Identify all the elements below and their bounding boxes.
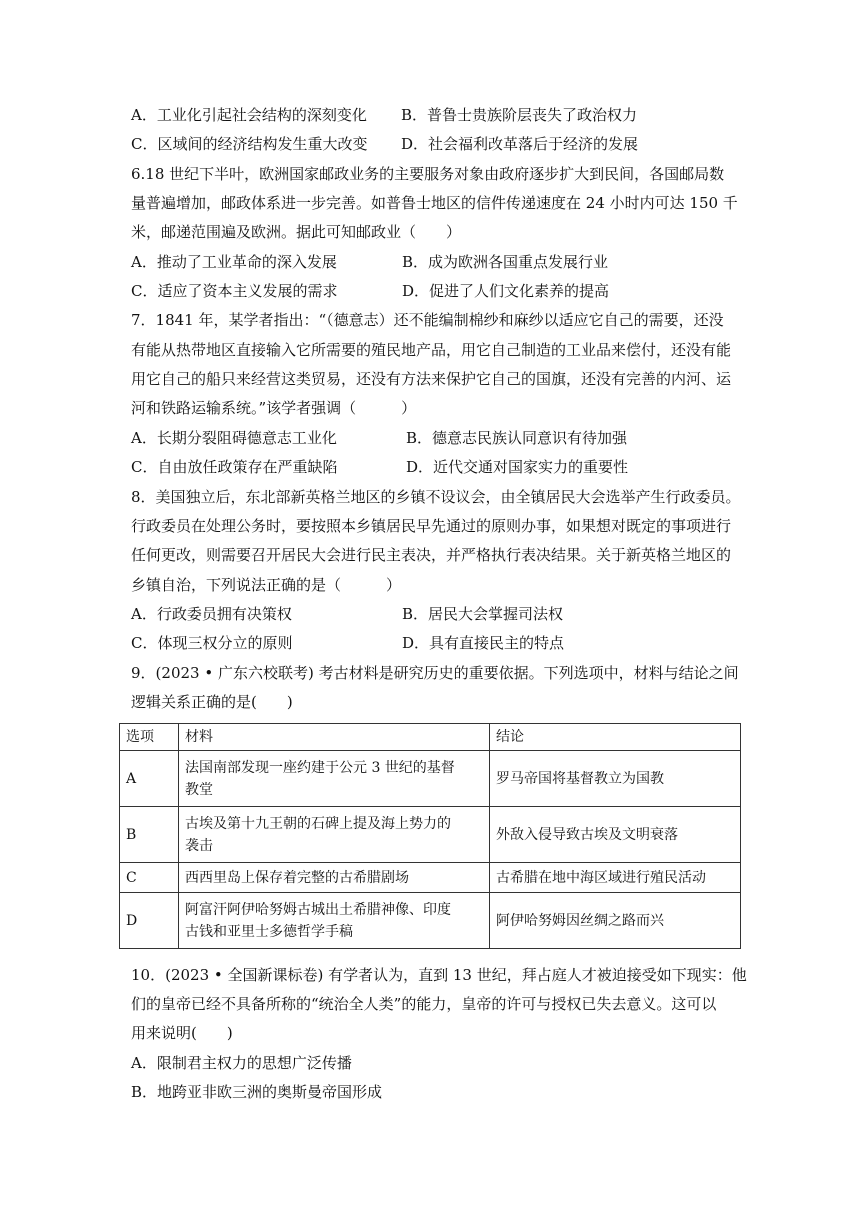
q8-stem-line: 行政委员在处理公务时，要按照本乡镇居民早先通过的原则办事，如果想对既定的事项进行	[131, 517, 732, 535]
material-line: 古钱和亚里士多德哲学手稿	[185, 923, 353, 940]
q7-stem-line: 用它自己的船只来经营这类贸易，还没有方法来保护它自己的国旗，还没有完善的内河、运	[131, 370, 732, 388]
cell-option: A	[120, 751, 179, 807]
q8-stem-line: 任何更改，则需要召开居民大会进行民主表决，并严格执行表决结果。关于新英格兰地区的	[131, 546, 732, 564]
material-line: 阿富汗阿伊哈努姆古城出土希腊神像、印度	[185, 901, 451, 918]
material-line: 古埃及第十九王朝的石碑上提及海上势力的	[185, 815, 451, 832]
q7-option-d: D．近代交通对国家实力的重要性	[406, 458, 629, 476]
cell-option: C	[120, 863, 179, 893]
q5-option-b: B．普鲁士贵族阶层丧失了政治权力	[401, 106, 638, 124]
cell-option: B	[120, 807, 179, 863]
q8-stem-line: 8．美国独立后，东北部新英格兰地区的乡镇不设议会，由全镇居民大会选举产生行政委员。	[131, 488, 741, 506]
q5-option-c: C．区域间的经济结构发生重大改变	[131, 135, 368, 153]
q6-option-d: D．促进了人们文化素养的提高	[402, 282, 610, 300]
q5-option-a: A．工业化引起社会结构的深刻变化	[131, 106, 367, 124]
q8-option-a: A．行政委员拥有决策权	[131, 605, 292, 623]
cell-material	[179, 893, 490, 949]
header-conclusion: 结论	[490, 724, 741, 751]
table-row	[120, 893, 741, 949]
q10-option-b: B．地跨亚非欧三洲的奥斯曼帝国形成	[131, 1083, 383, 1101]
material-line: 教堂	[185, 781, 213, 798]
material-line: 西西里岛上保存着完整的古希腊剧场	[185, 869, 409, 886]
cell-material	[179, 807, 490, 863]
q6-stem-line: 6.18 世纪下半叶，欧洲国家邮政业务的主要服务对象由政府逐步扩大到民间，各国邮局数	[131, 165, 725, 183]
cell-option: D	[120, 893, 179, 949]
material-line: 法国南部发现一座约建于公元 3 世纪的基督	[185, 759, 455, 776]
q8-option-d: D．具有直接民主的特点	[402, 634, 565, 652]
material-line: 袭击	[185, 837, 213, 854]
q7-stem-line: 有能从热带地区直接输入它所需要的殖民地产品，用它自己制造的工业品来偿付，还没有能	[131, 341, 732, 359]
q9-stem-line: 逻辑关系正确的是( )	[131, 693, 293, 711]
cell-material	[179, 751, 490, 807]
q10-option-a: A．限制君主权力的思想广泛传播	[131, 1054, 352, 1072]
table-row	[120, 863, 741, 893]
q8-stem-line: 乡镇自治，下列说法正确的是（ ）	[131, 576, 402, 594]
cell-material	[179, 863, 490, 893]
cell-conclusion: 罗马帝国将基督教立为国教	[490, 751, 741, 807]
q7-stem-line: 河和铁路运输系统。”该学者强调（ ）	[131, 399, 417, 417]
cell-conclusion: 阿伊哈努姆因丝绸之路而兴	[490, 893, 741, 949]
table-row	[120, 751, 741, 807]
q8-option-c: C．体现三权分立的原则	[131, 634, 293, 652]
q7-option-c: C．自由放任政策存在严重缺陷	[131, 458, 338, 476]
cell-conclusion: 古希腊在地中海区域进行殖民活动	[490, 863, 741, 893]
q9-stem-line: 9．(2023 • 广东六校联考) 考古材料是研究历史的重要依据。下列选项中，材料与结论之间	[131, 664, 739, 682]
q7-stem-line: 7．1841 年，某学者指出：“（德意志）还不能编制棉纱和麻纱以适应它自己的需要，还没	[131, 311, 724, 329]
q7-option-b: B．德意志民族认同意识有待加强	[406, 429, 628, 447]
table-header-row	[120, 724, 741, 751]
q5-option-d: D．社会福利改革落后于经济的发展	[401, 135, 639, 153]
q10-stem-line: 们的皇帝已经不具备所称的“统治全人类”的能力，皇帝的许可与授权已失去意义。这可以	[131, 995, 717, 1013]
table-row	[120, 807, 741, 863]
q7-option-a: A．长期分裂阻碍德意志工业化	[131, 429, 337, 447]
q6-option-c: C．适应了资本主义发展的需求	[131, 282, 338, 300]
header-material: 材料	[179, 724, 490, 751]
q6-option-a: A．推动了工业革命的深入发展	[131, 253, 337, 271]
q6-stem-line: 量普遍增加，邮政体系进一步完善。如普鲁士地区的信件传递速度在 24 小时内可达 150 千	[131, 194, 738, 212]
q10-stem-line: 10．(2023 • 全国新课标卷) 有学者认为，直到 13 世纪，拜占庭人才被迫接受如下现实：他	[131, 966, 747, 984]
q9-table	[119, 723, 741, 949]
header-option: 选项	[120, 724, 179, 751]
q10-stem-line: 用来说明( )	[131, 1024, 233, 1042]
q6-option-b: B．成为欧洲各国重点发展行业	[402, 253, 609, 271]
q8-option-b: B．居民大会掌握司法权	[402, 605, 564, 623]
q6-stem-line: 米，邮递范围遍及欧洲。据此可知邮政业（ ）	[131, 223, 462, 241]
cell-conclusion: 外敌入侵导致古埃及文明衰落	[490, 807, 741, 863]
